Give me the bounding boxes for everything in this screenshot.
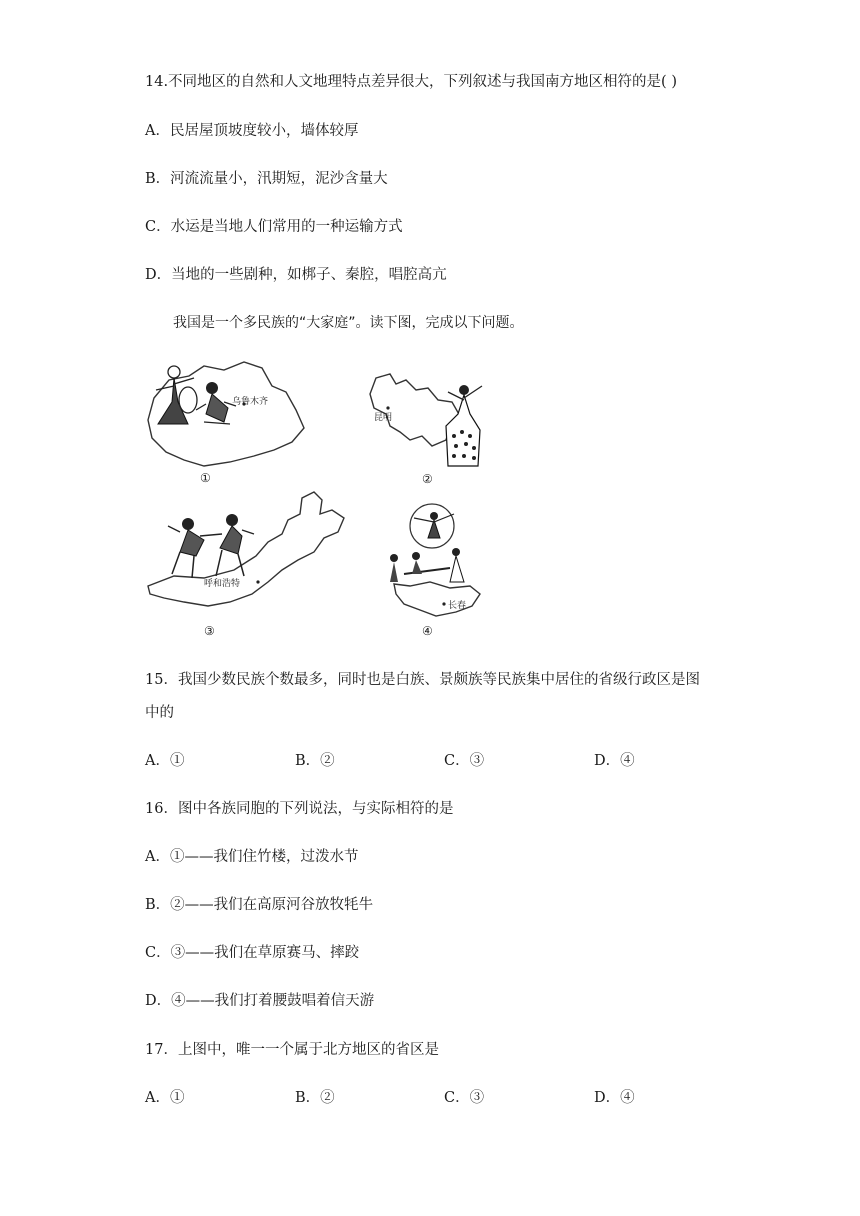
q15-options bbox=[145, 751, 705, 771]
q15-stem-line-2: 中的 bbox=[145, 705, 174, 721]
map-figure-2 bbox=[366, 370, 496, 488]
q14-option-d: D．当地的一些剧种，如梆子、秦腔，唱腔高亢 bbox=[145, 267, 447, 283]
q17-option-a: A．① bbox=[145, 1090, 185, 1106]
map-2-city-label: 昆明 bbox=[374, 413, 393, 423]
map-figure-3 bbox=[144, 490, 354, 640]
xinjiang-map-illustration bbox=[144, 358, 314, 468]
inner-mongolia-map-illustration bbox=[144, 490, 354, 620]
q16-option-d: D．④——我们打着腰鼓唱着信天游 bbox=[145, 993, 375, 1009]
q15-option-b: B．② bbox=[295, 753, 335, 769]
map-figure-4 bbox=[380, 502, 496, 640]
section-intro: 我国是一个多民族的“大家庭”。读下图，完成以下问题。 bbox=[173, 315, 524, 331]
map-2-label: ② bbox=[422, 472, 433, 486]
q14-option-c: C．水运是当地人们常用的一种运输方式 bbox=[145, 219, 403, 235]
map-3-city-label: 呼和浩特 bbox=[204, 579, 241, 589]
q16-option-c: C．③——我们在草原赛马、摔跤 bbox=[145, 945, 360, 961]
jilin-map-illustration bbox=[380, 502, 496, 622]
map-3-label: ③ bbox=[204, 624, 215, 638]
q15-stem-line-1: 15．我国少数民族个数最多，同时也是白族、景颇族等民族集中居住的省级行政区是图 bbox=[145, 672, 700, 688]
q16-stem: 16．图中各族同胞的下列说法，与实际相符的是 bbox=[145, 801, 454, 817]
q17-option-d: D．④ bbox=[594, 1090, 635, 1106]
q15-option-d: D．④ bbox=[594, 753, 635, 769]
q15-option-c: C．③ bbox=[444, 753, 485, 769]
map-4-label: ④ bbox=[422, 624, 433, 638]
q17-options bbox=[145, 1088, 705, 1108]
q17-stem: 17．上图中，唯一一个属于北方地区的省区是 bbox=[145, 1042, 439, 1058]
q14-option-a: A．民居屋顶坡度较小，墙体较厚 bbox=[145, 123, 359, 139]
map-1-city-label: 乌鲁木齐 bbox=[232, 397, 269, 407]
map-figure-1 bbox=[144, 358, 314, 488]
q15-option-a: A．① bbox=[145, 753, 185, 769]
map-1-label: ① bbox=[200, 471, 211, 485]
q17-option-c: C．③ bbox=[444, 1090, 485, 1106]
q17-option-b: B．② bbox=[295, 1090, 335, 1106]
q14-option-b: B．河流流量小，汛期短，泥沙含量大 bbox=[145, 171, 388, 187]
q16-option-a: A．①——我们住竹楼，过泼水节 bbox=[145, 849, 359, 865]
q14-stem: 14.不同地区的自然和人文地理特点差异很大，下列叙述与我国南方地区相符的是( ) bbox=[145, 74, 677, 90]
q16-option-b: B．②——我们在高原河谷放牧牦牛 bbox=[145, 897, 374, 913]
map-4-city-label: 长春 bbox=[448, 601, 467, 611]
